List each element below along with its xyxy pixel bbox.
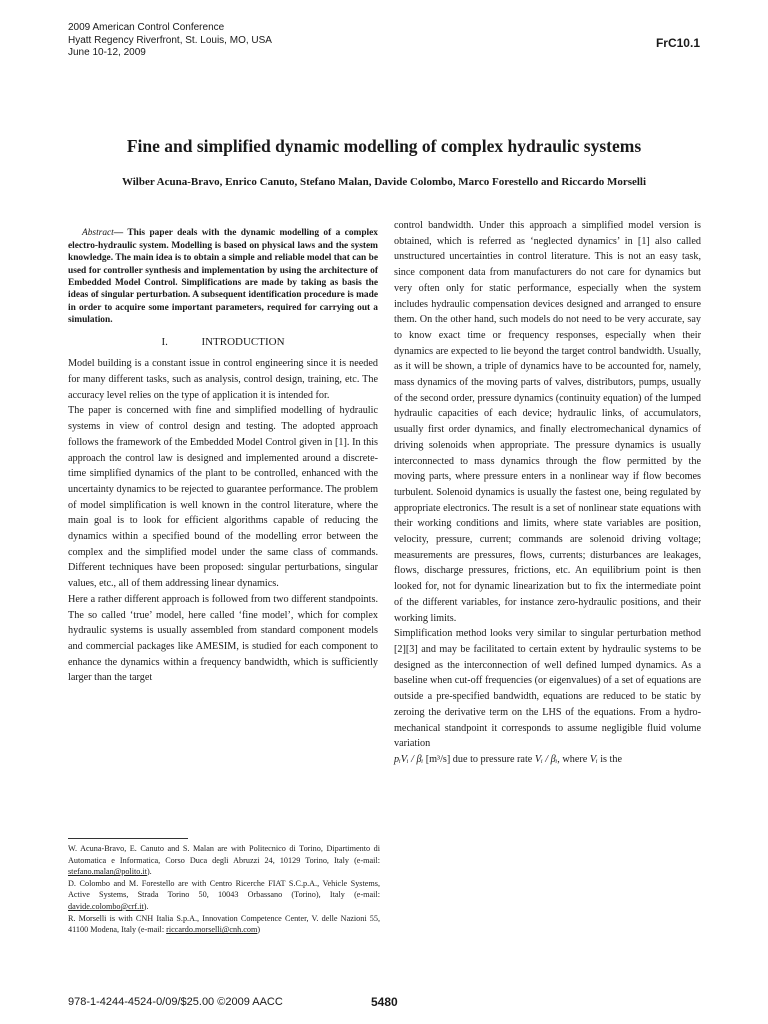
formula-volume-variation: pᵢVᵢ / βᵢ [394,753,424,765]
footnote-text: ). [143,901,149,911]
section-heading [68,335,378,351]
formula-text: is the [597,753,623,765]
session-code: FrC10.1 [655,36,700,50]
email-link[interactable]: riccardo.morselli@cnh.com [166,925,258,935]
footnote-text: W. Acuna-Bravo, E. Canuto and S. Malan are with Politecnico di Torino, Dipartimento di Automatica e Informatica, Corso Duca degli Abruzzi 24, 10129 Torino, Italy (e-mail: [68,844,380,865]
conference-name: 2009 American Control Conference [68,22,225,33]
footnote-text: D. Colombo and M. Forestello are with Centro Ricerche FIAT S.C.p.A., Vehicle Systems, Active Systems, Strada Torino 50, 10043 Orbassano (Torino), Italy (e-mail: [68,878,380,900]
intro-paragraph: Model building is a constant issue in control engineering since it is needed for many different tasks, such as analysis, control design, training, etc. The accuracy level relies on the type of application it is intended for. [68,358,378,401]
intro-paragraph: The paper is concerned with fine and simplified modelling of hydraulic systems in view of control design and testing. The adopted approach follows the framework of the Embedded Model Control given in [1]. In this approach the control law is designed and implemented around a discrete-time simplified dynamics of the plant to be controlled, enhanced with the uncertainty dynamics to be rejected to guarantee performance. The problem of model simplification is well known in the control literature, where the main goal is to look for efficient algorithms capable of reducing the dynamics within a specified bound of the modelling error between the complex and the simplified model under the same class of commands. Different techniques have been proposed: singular perturbations, singular values, etc., all of them addressing linear dynamics. [68,405,378,590]
copyright-line: 978-1-4244-4524-0/09/$25.00 ©2009 AACC [68,996,283,1008]
formula-text: , where [557,753,590,765]
footnote-2 [68,878,380,913]
conference-venue: Hyatt Regency Riverfront, St. Louis, MO, USA [68,34,272,46]
body-paragraph: control bandwidth. Under this approach a simplified model version is obtained, which is referred as ‘neglected dynamics’ in [1] also called unstructured uncertainties in control literature. This is not an easy task, since component data from manufacturers do not care for dynamics but very often only for static performance, especially when the system includes hydraulic compensation devices designed and arranged to ensure them. On the other hand, such models do not need to be very accurate, say to know exact time or frequency responses, especially when their dynamics are expected to lie beyond the target control bandwidth. Usually, as it will be shown, a triple of dynamics have to be accounted for, namely, mass dynamics of the moving parts of valves, distributors, pumps, usually of the second order, pressure dynamics (continuity equation) of the lumped hydraulic capacities of each device; hydraulic links, of accumulators, usually first order dynamics, and finally electromechanical dynamics of driving solenoids when appropriate. The pressure dynamics is usually interconnected to mass dynamics through the flow permitted by the moving parts, where pressure enters in a nonlinear way if flow becomes turbulent. Solenoid dynamics is usually the fastest one, being regulated by appropriate electronics. The result is a set of nonlinear state equations with their working conditions and limits, where state variables are position, velocity, pressure, current; commands are solenoid driving voltage; measurements are pressures, flows, currents; disturbances are leakages, flows, discharge pressures, frictions, etc. An equilibrium point is then looked for, not for dynamic linearization but to fix the intermediate point of the different variables, for instance zero-hydraulic positions, and their working limits. [394,220,701,624]
page-number: 5480 [371,995,398,1009]
abstract-text: — This paper deals with the dynamic modelling of a complex electro-hydraulic system. Modelling is based on physical laws and the system knowledge. The main idea is to obtain a simple and reliable model that can be used for controller synthesis and implementation by using the architecture of Embedded Model Control. Simplifications are made by taking as basis the ideas of singular perturbation. A subsequent identification procedure is made in order to acquire some important parameters, required for carrying out a simulation. [68,228,378,326]
footnote-1 [68,843,380,878]
conference-dates: June 10-12, 2009 [68,47,146,58]
left-column [68,218,378,686]
section-number: I. [161,335,168,348]
email-link[interactable]: stefano.malan@polito.it [68,867,147,877]
footnote-3 [68,913,380,936]
footnote-text: R. Morselli is with CNH Italia S.p.A., Innovation Competence Center, V. delle Nazioni 55, 41100 Modena, Italy (e-mail: [68,913,380,935]
formula-text: [m³/s] due to pressure rate [423,753,535,765]
paper-authors: Wilber Acuna-Bravo, Enrico Canuto, Stefano Malan, Davide Colombo, Marco Forestello and Riccardo Morselli [121,176,647,188]
abstract [68,227,378,326]
formula-pressure-rate: Vᵢ / βᵢ [534,753,558,765]
body-paragraph: Simplification method looks very similar to singular perturbation method [2][3] and may be facilitated to certain extent by hydraulic systems to be designed as the interconnection of well defined lumped dynamics. As a baseline when cut-off frequencies (or eigenvalues) of a set of equations are outside a pre-specified bandwidth, equations are reduced to be static by zeroing the derivative term on the LHS of the equations. From a hydro-mechanical standpoint it corresponds to assume negligible fluid volume variation [394,628,701,750]
footnote-text: ). [146,867,152,877]
footnote-rule [68,838,188,839]
paper-title: Fine and simplified dynamic modelling of complex hydraulic systems [126,136,642,156]
email-link[interactable]: davide.colombo@crf.it [68,901,144,911]
formula-line [394,752,701,768]
formula-volume: Vᵢ [589,753,598,765]
footnote-text: ) [257,925,261,935]
section-title: INTRODUCTION [201,335,285,348]
right-column [394,218,701,768]
conference-info [68,22,272,60]
footnotes [68,838,380,936]
intro-paragraph: Here a rather different approach is followed from two different standpoints. The so called ‘true’ model, here called ‘fine model’, which for complex hydraulic systems is usually assembled from standard component models and commercial packages like AMESIM, is studied for each component to enhance the dynamics within a frequency bandwidth, which is sufficiently larger than the target [68,593,378,684]
abstract-label: Abstract [82,228,114,239]
